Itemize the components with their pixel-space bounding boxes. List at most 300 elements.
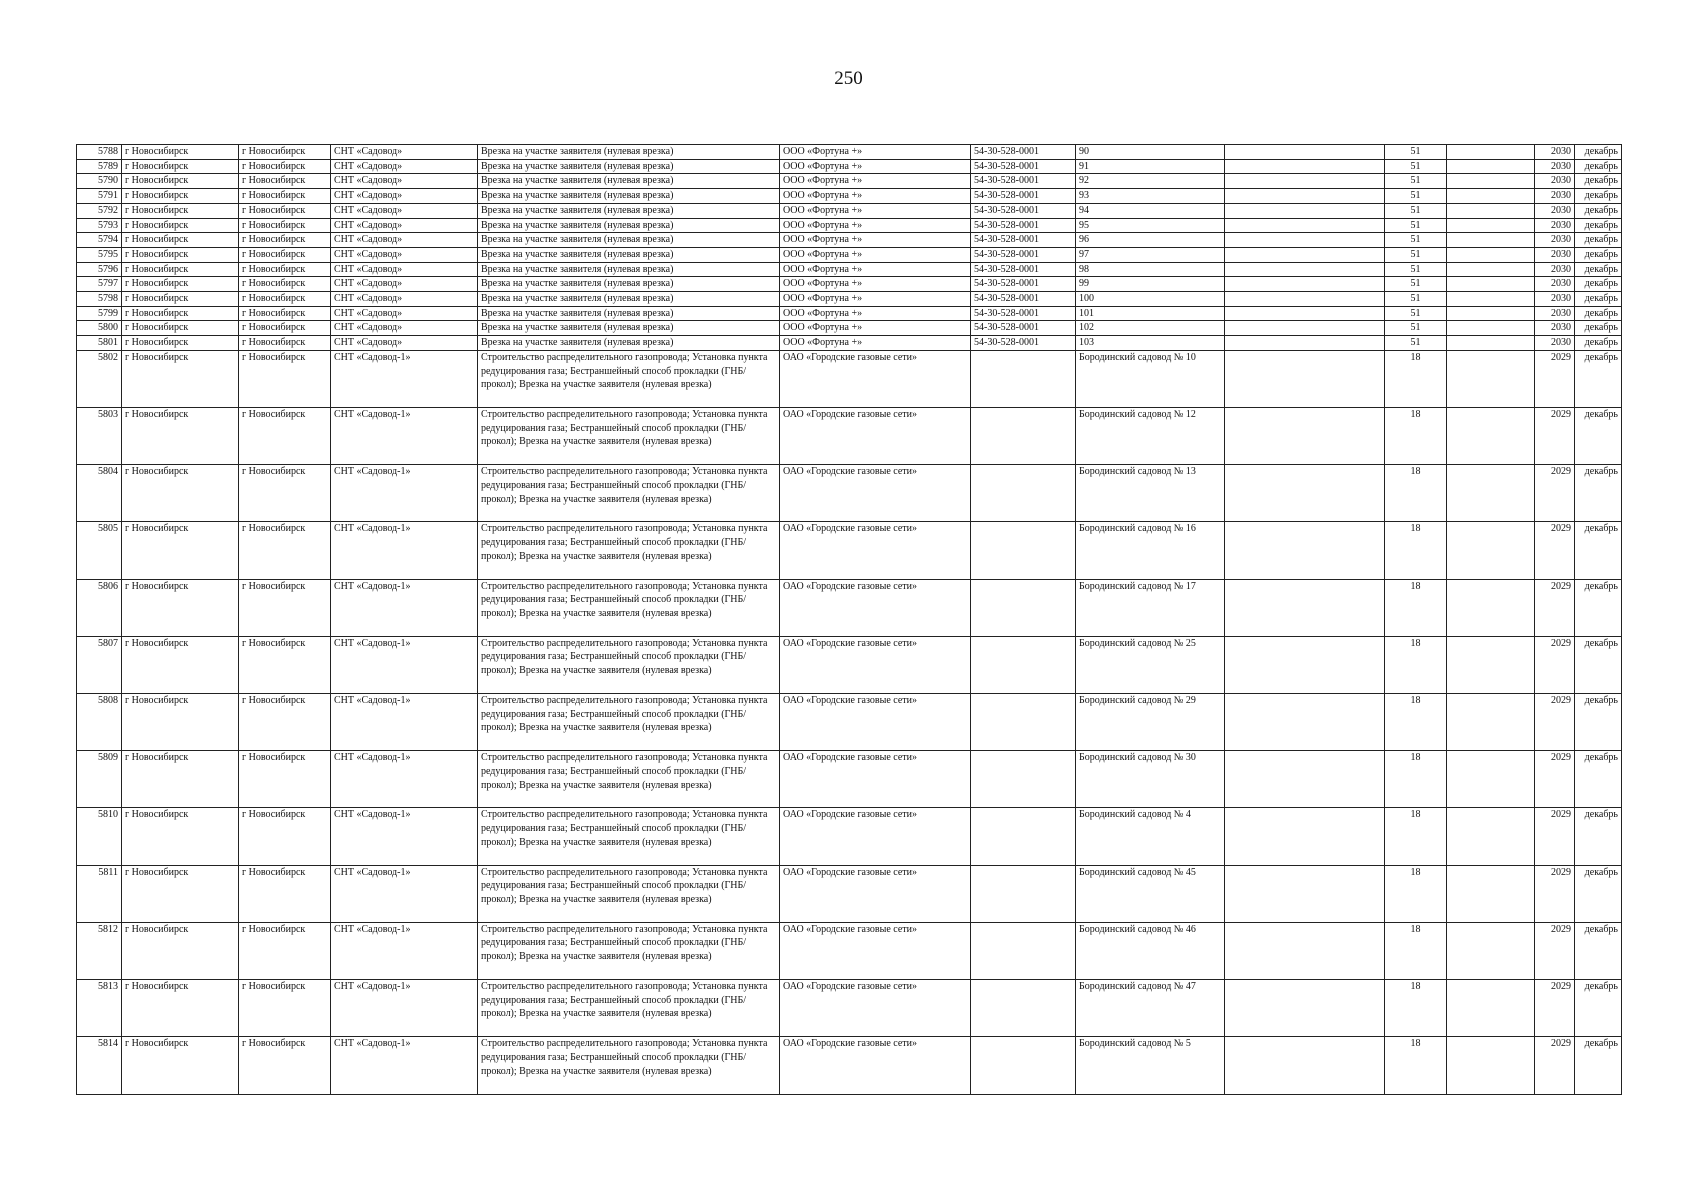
- row-number-cell: 5801: [77, 336, 122, 351]
- year-cell: 2029: [1535, 808, 1575, 865]
- empty-cell: [1447, 408, 1535, 465]
- empty-cell: [1447, 579, 1535, 636]
- year-cell: 2029: [1535, 865, 1575, 922]
- organization-cell: СНТ «Садовод-1»: [331, 751, 478, 808]
- year-cell: 2030: [1535, 292, 1575, 307]
- table-body: [77, 145, 1622, 1095]
- empty-cell: [1447, 189, 1535, 204]
- empty-cell: [1225, 306, 1385, 321]
- city-cell: г Новосибирск: [122, 262, 239, 277]
- organization-cell: СНТ «Садовод»: [331, 174, 478, 189]
- company-cell: ООО «Фортуна +»: [780, 159, 971, 174]
- month-cell: декабрь: [1575, 145, 1622, 160]
- table-row: [77, 145, 1622, 160]
- work-description-cell: Строительство распределительного газопровода; Установка пункта редуцирования газа; Бестраншейный способ прокладки (ГНБ/прокол); Врезка на участке заявителя (нулевая врезка): [478, 808, 780, 865]
- row-number-cell: 5788: [77, 145, 122, 160]
- empty-cell: [1225, 1037, 1385, 1095]
- empty-cell: [1225, 174, 1385, 189]
- row-number-cell: 5813: [77, 979, 122, 1036]
- work-description-cell: Врезка на участке заявителя (нулевая врезка): [478, 262, 780, 277]
- empty-cell: [1447, 636, 1535, 693]
- settlement-cell: г Новосибирск: [239, 636, 331, 693]
- table-row: [77, 262, 1622, 277]
- empty-cell: [1447, 979, 1535, 1036]
- company-cell: ОАО «Городские газовые сети»: [780, 636, 971, 693]
- settlement-cell: г Новосибирск: [239, 922, 331, 979]
- year-cell: 2030: [1535, 306, 1575, 321]
- organization-cell: СНТ «Садовод»: [331, 321, 478, 336]
- year-cell: 2030: [1535, 321, 1575, 336]
- empty-cell: [1225, 636, 1385, 693]
- year-cell: 2029: [1535, 636, 1575, 693]
- month-cell: декабрь: [1575, 522, 1622, 579]
- table-row: [77, 636, 1622, 693]
- month-cell: декабрь: [1575, 808, 1622, 865]
- table-row: [77, 751, 1622, 808]
- table-row: [77, 306, 1622, 321]
- address-cell: Бородинский садовод № 47: [1076, 979, 1225, 1036]
- organization-cell: СНТ «Садовод»: [331, 218, 478, 233]
- address-cell: 91: [1076, 159, 1225, 174]
- work-description-cell: Строительство распределительного газопровода; Установка пункта редуцирования газа; Бестраншейный способ прокладки (ГНБ/прокол); Врезка на участке заявителя (нулевая врезка): [478, 922, 780, 979]
- city-cell: г Новосибирск: [122, 336, 239, 351]
- code-cell: [971, 522, 1076, 579]
- code-cell: [971, 808, 1076, 865]
- empty-cell: [1225, 751, 1385, 808]
- year-cell: 2030: [1535, 262, 1575, 277]
- year-cell: 2029: [1535, 579, 1575, 636]
- table-row: [77, 277, 1622, 292]
- organization-cell: СНТ «Садовод»: [331, 292, 478, 307]
- address-cell: 101: [1076, 306, 1225, 321]
- work-description-cell: Строительство распределительного газопровода; Установка пункта редуцирования газа; Бестраншейный способ прокладки (ГНБ/прокол); Врезка на участке заявителя (нулевая врезка): [478, 636, 780, 693]
- organization-cell: СНТ «Садовод-1»: [331, 522, 478, 579]
- address-cell: Бородинский садовод № 4: [1076, 808, 1225, 865]
- year-cell: 2030: [1535, 159, 1575, 174]
- company-cell: ООО «Фортуна +»: [780, 277, 971, 292]
- empty-cell: [1225, 277, 1385, 292]
- code-cell: [971, 1037, 1076, 1095]
- empty-cell: [1447, 751, 1535, 808]
- month-cell: декабрь: [1575, 247, 1622, 262]
- month-cell: декабрь: [1575, 579, 1622, 636]
- value-cell: 18: [1385, 579, 1447, 636]
- row-number-cell: 5798: [77, 292, 122, 307]
- company-cell: ООО «Фортуна +»: [780, 189, 971, 204]
- row-number-cell: 5793: [77, 218, 122, 233]
- address-cell: 102: [1076, 321, 1225, 336]
- settlement-cell: г Новосибирск: [239, 159, 331, 174]
- row-number-cell: 5807: [77, 636, 122, 693]
- city-cell: г Новосибирск: [122, 408, 239, 465]
- table-row: [77, 408, 1622, 465]
- address-cell: 98: [1076, 262, 1225, 277]
- table-row: [77, 922, 1622, 979]
- row-number-cell: 5814: [77, 1037, 122, 1095]
- organization-cell: СНТ «Садовод»: [331, 189, 478, 204]
- empty-cell: [1225, 233, 1385, 248]
- value-cell: 18: [1385, 636, 1447, 693]
- settlement-cell: г Новосибирск: [239, 203, 331, 218]
- code-cell: [971, 579, 1076, 636]
- year-cell: 2029: [1535, 408, 1575, 465]
- row-number-cell: 5790: [77, 174, 122, 189]
- settlement-cell: г Новосибирск: [239, 336, 331, 351]
- empty-cell: [1225, 522, 1385, 579]
- value-cell: 18: [1385, 408, 1447, 465]
- code-cell: [971, 979, 1076, 1036]
- code-cell: [971, 922, 1076, 979]
- value-cell: 51: [1385, 321, 1447, 336]
- empty-cell: [1447, 247, 1535, 262]
- table-row: [77, 522, 1622, 579]
- settlement-cell: г Новосибирск: [239, 233, 331, 248]
- empty-cell: [1225, 808, 1385, 865]
- company-cell: ООО «Фортуна +»: [780, 336, 971, 351]
- city-cell: г Новосибирск: [122, 277, 239, 292]
- code-cell: 54-30-528-0001: [971, 174, 1076, 189]
- organization-cell: СНТ «Садовод-1»: [331, 922, 478, 979]
- city-cell: г Новосибирск: [122, 579, 239, 636]
- city-cell: г Новосибирск: [122, 693, 239, 750]
- address-cell: 93: [1076, 189, 1225, 204]
- code-cell: 54-30-528-0001: [971, 203, 1076, 218]
- row-number-cell: 5805: [77, 522, 122, 579]
- address-cell: 97: [1076, 247, 1225, 262]
- year-cell: 2030: [1535, 277, 1575, 292]
- value-cell: 51: [1385, 292, 1447, 307]
- company-cell: ООО «Фортуна +»: [780, 321, 971, 336]
- row-number-cell: 5795: [77, 247, 122, 262]
- address-cell: Бородинский садовод № 25: [1076, 636, 1225, 693]
- settlement-cell: г Новосибирск: [239, 751, 331, 808]
- address-cell: Бородинский садовод № 12: [1076, 408, 1225, 465]
- row-number-cell: 5809: [77, 751, 122, 808]
- organization-cell: СНТ «Садовод-1»: [331, 636, 478, 693]
- company-cell: ОАО «Городские газовые сети»: [780, 350, 971, 407]
- value-cell: 18: [1385, 979, 1447, 1036]
- work-description-cell: Строительство распределительного газопровода; Установка пункта редуцирования газа; Бестраншейный способ прокладки (ГНБ/прокол); Врезка на участке заявителя (нулевая врезка): [478, 1037, 780, 1095]
- address-cell: 96: [1076, 233, 1225, 248]
- city-cell: г Новосибирск: [122, 145, 239, 160]
- month-cell: декабрь: [1575, 189, 1622, 204]
- row-number-cell: 5791: [77, 189, 122, 204]
- address-cell: 92: [1076, 174, 1225, 189]
- organization-cell: СНТ «Садовод-1»: [331, 579, 478, 636]
- organization-cell: СНТ «Садовод»: [331, 233, 478, 248]
- code-cell: 54-30-528-0001: [971, 277, 1076, 292]
- empty-cell: [1447, 174, 1535, 189]
- empty-cell: [1447, 145, 1535, 160]
- value-cell: 51: [1385, 145, 1447, 160]
- company-cell: ООО «Фортуна +»: [780, 218, 971, 233]
- value-cell: 51: [1385, 159, 1447, 174]
- empty-cell: [1447, 218, 1535, 233]
- table-row: [77, 808, 1622, 865]
- empty-cell: [1447, 203, 1535, 218]
- address-cell: 99: [1076, 277, 1225, 292]
- company-cell: ООО «Фортуна +»: [780, 233, 971, 248]
- work-description-cell: Строительство распределительного газопровода; Установка пункта редуцирования газа; Бестраншейный способ прокладки (ГНБ/прокол); Врезка на участке заявителя (нулевая врезка): [478, 579, 780, 636]
- settlement-cell: г Новосибирск: [239, 218, 331, 233]
- empty-cell: [1225, 189, 1385, 204]
- empty-cell: [1225, 292, 1385, 307]
- organization-cell: СНТ «Садовод»: [331, 262, 478, 277]
- city-cell: г Новосибирск: [122, 321, 239, 336]
- empty-cell: [1447, 277, 1535, 292]
- month-cell: декабрь: [1575, 336, 1622, 351]
- city-cell: г Новосибирск: [122, 1037, 239, 1095]
- code-cell: [971, 751, 1076, 808]
- city-cell: г Новосибирск: [122, 636, 239, 693]
- settlement-cell: г Новосибирск: [239, 579, 331, 636]
- code-cell: [971, 693, 1076, 750]
- code-cell: 54-30-528-0001: [971, 218, 1076, 233]
- empty-cell: [1447, 865, 1535, 922]
- table-row: [77, 247, 1622, 262]
- settlement-cell: г Новосибирск: [239, 247, 331, 262]
- empty-cell: [1447, 808, 1535, 865]
- company-cell: ОАО «Городские газовые сети»: [780, 1037, 971, 1095]
- month-cell: декабрь: [1575, 408, 1622, 465]
- organization-cell: СНТ «Садовод-1»: [331, 1037, 478, 1095]
- city-cell: г Новосибирск: [122, 751, 239, 808]
- work-description-cell: Врезка на участке заявителя (нулевая врезка): [478, 233, 780, 248]
- address-cell: Бородинский садовод № 5: [1076, 1037, 1225, 1095]
- value-cell: 51: [1385, 233, 1447, 248]
- row-number-cell: 5810: [77, 808, 122, 865]
- work-description-cell: Врезка на участке заявителя (нулевая врезка): [478, 247, 780, 262]
- organization-cell: СНТ «Садовод-1»: [331, 808, 478, 865]
- year-cell: 2029: [1535, 979, 1575, 1036]
- settlement-cell: г Новосибирск: [239, 522, 331, 579]
- organization-cell: СНТ «Садовод»: [331, 336, 478, 351]
- settlement-cell: г Новосибирск: [239, 979, 331, 1036]
- empty-cell: [1447, 693, 1535, 750]
- settlement-cell: г Новосибирск: [239, 865, 331, 922]
- organization-cell: СНТ «Садовод»: [331, 306, 478, 321]
- empty-cell: [1225, 203, 1385, 218]
- company-cell: ОАО «Городские газовые сети»: [780, 522, 971, 579]
- value-cell: 18: [1385, 1037, 1447, 1095]
- year-cell: 2030: [1535, 189, 1575, 204]
- work-description-cell: Врезка на участке заявителя (нулевая врезка): [478, 145, 780, 160]
- table-row: [77, 233, 1622, 248]
- address-cell: Бородинский садовод № 29: [1076, 693, 1225, 750]
- row-number-cell: 5806: [77, 579, 122, 636]
- value-cell: 18: [1385, 922, 1447, 979]
- work-description-cell: Врезка на участке заявителя (нулевая врезка): [478, 189, 780, 204]
- value-cell: 18: [1385, 465, 1447, 522]
- organization-cell: СНТ «Садовод-1»: [331, 350, 478, 407]
- company-cell: ООО «Фортуна +»: [780, 203, 971, 218]
- work-description-cell: Врезка на участке заявителя (нулевая врезка): [478, 336, 780, 351]
- month-cell: декабрь: [1575, 922, 1622, 979]
- organization-cell: СНТ «Садовод»: [331, 145, 478, 160]
- empty-cell: [1225, 247, 1385, 262]
- code-cell: [971, 408, 1076, 465]
- year-cell: 2029: [1535, 1037, 1575, 1095]
- city-cell: г Новосибирск: [122, 174, 239, 189]
- organization-cell: СНТ «Садовод-1»: [331, 693, 478, 750]
- code-cell: 54-30-528-0001: [971, 321, 1076, 336]
- code-cell: 54-30-528-0001: [971, 247, 1076, 262]
- table-row: [77, 336, 1622, 351]
- month-cell: декабрь: [1575, 1037, 1622, 1095]
- city-cell: г Новосибирск: [122, 233, 239, 248]
- value-cell: 18: [1385, 865, 1447, 922]
- city-cell: г Новосибирск: [122, 292, 239, 307]
- row-number-cell: 5802: [77, 350, 122, 407]
- month-cell: декабрь: [1575, 636, 1622, 693]
- month-cell: декабрь: [1575, 306, 1622, 321]
- table-row: [77, 979, 1622, 1036]
- empty-cell: [1447, 306, 1535, 321]
- year-cell: 2030: [1535, 174, 1575, 189]
- company-cell: ООО «Фортуна +»: [780, 292, 971, 307]
- row-number-cell: 5812: [77, 922, 122, 979]
- year-cell: 2029: [1535, 751, 1575, 808]
- organization-cell: СНТ «Садовод-1»: [331, 465, 478, 522]
- address-cell: 95: [1076, 218, 1225, 233]
- month-cell: декабрь: [1575, 233, 1622, 248]
- row-number-cell: 5804: [77, 465, 122, 522]
- year-cell: 2030: [1535, 247, 1575, 262]
- empty-cell: [1225, 465, 1385, 522]
- settlement-cell: г Новосибирск: [239, 1037, 331, 1095]
- table-row: [77, 203, 1622, 218]
- year-cell: 2029: [1535, 693, 1575, 750]
- empty-cell: [1447, 159, 1535, 174]
- value-cell: 18: [1385, 808, 1447, 865]
- code-cell: 54-30-528-0001: [971, 159, 1076, 174]
- code-cell: 54-30-528-0001: [971, 145, 1076, 160]
- city-cell: г Новосибирск: [122, 922, 239, 979]
- city-cell: г Новосибирск: [122, 865, 239, 922]
- month-cell: декабрь: [1575, 321, 1622, 336]
- code-cell: 54-30-528-0001: [971, 292, 1076, 307]
- value-cell: 18: [1385, 350, 1447, 407]
- year-cell: 2029: [1535, 350, 1575, 407]
- company-cell: ОАО «Городские газовые сети»: [780, 922, 971, 979]
- row-number-cell: 5808: [77, 693, 122, 750]
- month-cell: декабрь: [1575, 292, 1622, 307]
- settlement-cell: г Новосибирск: [239, 408, 331, 465]
- row-number-cell: 5796: [77, 262, 122, 277]
- month-cell: декабрь: [1575, 865, 1622, 922]
- table-row: [77, 579, 1622, 636]
- code-cell: 54-30-528-0001: [971, 262, 1076, 277]
- work-description-cell: Строительство распределительного газопровода; Установка пункта редуцирования газа; Бестраншейный способ прокладки (ГНБ/прокол); Врезка на участке заявителя (нулевая врезка): [478, 350, 780, 407]
- work-description-cell: Врезка на участке заявителя (нулевая врезка): [478, 174, 780, 189]
- work-description-cell: Врезка на участке заявителя (нулевая врезка): [478, 306, 780, 321]
- empty-cell: [1225, 159, 1385, 174]
- settlement-cell: г Новосибирск: [239, 277, 331, 292]
- city-cell: г Новосибирск: [122, 159, 239, 174]
- company-cell: ОАО «Городские газовые сети»: [780, 579, 971, 636]
- year-cell: 2029: [1535, 522, 1575, 579]
- address-cell: Бородинский садовод № 17: [1076, 579, 1225, 636]
- registry-table: [76, 144, 1622, 1095]
- month-cell: декабрь: [1575, 218, 1622, 233]
- address-cell: 90: [1076, 145, 1225, 160]
- year-cell: 2030: [1535, 218, 1575, 233]
- work-description-cell: Строительство распределительного газопровода; Установка пункта редуцирования газа; Бестраншейный способ прокладки (ГНБ/прокол); Врезка на участке заявителя (нулевая врезка): [478, 465, 780, 522]
- work-description-cell: Строительство распределительного газопровода; Установка пункта редуцирования газа; Бестраншейный способ прокладки (ГНБ/прокол); Врезка на участке заявителя (нулевая врезка): [478, 408, 780, 465]
- address-cell: 100: [1076, 292, 1225, 307]
- month-cell: декабрь: [1575, 751, 1622, 808]
- code-cell: [971, 350, 1076, 407]
- work-description-cell: Строительство распределительного газопровода; Установка пункта редуцирования газа; Бестраншейный способ прокладки (ГНБ/прокол); Врезка на участке заявителя (нулевая врезка): [478, 751, 780, 808]
- empty-cell: [1225, 979, 1385, 1036]
- code-cell: [971, 636, 1076, 693]
- value-cell: 18: [1385, 751, 1447, 808]
- row-number-cell: 5792: [77, 203, 122, 218]
- value-cell: 18: [1385, 522, 1447, 579]
- value-cell: 51: [1385, 189, 1447, 204]
- work-description-cell: Врезка на участке заявителя (нулевая врезка): [478, 218, 780, 233]
- page-number: 250: [834, 68, 863, 89]
- value-cell: 51: [1385, 203, 1447, 218]
- year-cell: 2029: [1535, 922, 1575, 979]
- city-cell: г Новосибирск: [122, 979, 239, 1036]
- company-cell: ООО «Фортуна +»: [780, 306, 971, 321]
- city-cell: г Новосибирск: [122, 465, 239, 522]
- row-number-cell: 5794: [77, 233, 122, 248]
- work-description-cell: Врезка на участке заявителя (нулевая врезка): [478, 203, 780, 218]
- row-number-cell: 5799: [77, 306, 122, 321]
- row-number-cell: 5789: [77, 159, 122, 174]
- code-cell: [971, 465, 1076, 522]
- settlement-cell: г Новосибирск: [239, 174, 331, 189]
- value-cell: 18: [1385, 693, 1447, 750]
- settlement-cell: г Новосибирск: [239, 306, 331, 321]
- empty-cell: [1447, 350, 1535, 407]
- row-number-cell: 5811: [77, 865, 122, 922]
- settlement-cell: г Новосибирск: [239, 321, 331, 336]
- city-cell: г Новосибирск: [122, 522, 239, 579]
- empty-cell: [1225, 922, 1385, 979]
- company-cell: ОАО «Городские газовые сети»: [780, 979, 971, 1036]
- company-cell: ООО «Фортуна +»: [780, 174, 971, 189]
- code-cell: [971, 865, 1076, 922]
- city-cell: г Новосибирск: [122, 808, 239, 865]
- address-cell: Бородинский садовод № 10: [1076, 350, 1225, 407]
- empty-cell: [1225, 262, 1385, 277]
- year-cell: 2030: [1535, 336, 1575, 351]
- organization-cell: СНТ «Садовод-1»: [331, 865, 478, 922]
- city-cell: г Новосибирск: [122, 247, 239, 262]
- year-cell: 2030: [1535, 203, 1575, 218]
- settlement-cell: г Новосибирск: [239, 189, 331, 204]
- table-row: [77, 693, 1622, 750]
- value-cell: 51: [1385, 306, 1447, 321]
- company-cell: ООО «Фортуна +»: [780, 145, 971, 160]
- empty-cell: [1225, 336, 1385, 351]
- month-cell: декабрь: [1575, 979, 1622, 1036]
- work-description-cell: Строительство распределительного газопровода; Установка пункта редуцирования газа; Бестраншейный способ прокладки (ГНБ/прокол); Врезка на участке заявителя (нулевая врезка): [478, 522, 780, 579]
- code-cell: 54-30-528-0001: [971, 189, 1076, 204]
- city-cell: г Новосибирск: [122, 203, 239, 218]
- table-row: [77, 174, 1622, 189]
- company-cell: ОАО «Городские газовые сети»: [780, 408, 971, 465]
- work-description-cell: Строительство распределительного газопровода; Установка пункта редуцирования газа; Бестраншейный способ прокладки (ГНБ/прокол); Врезка на участке заявителя (нулевая врезка): [478, 865, 780, 922]
- empty-cell: [1225, 350, 1385, 407]
- empty-cell: [1225, 145, 1385, 160]
- settlement-cell: г Новосибирск: [239, 465, 331, 522]
- company-cell: ОАО «Городские газовые сети»: [780, 693, 971, 750]
- work-description-cell: Строительство распределительного газопровода; Установка пункта редуцирования газа; Бестраншейный способ прокладки (ГНБ/прокол); Врезка на участке заявителя (нулевая врезка): [478, 693, 780, 750]
